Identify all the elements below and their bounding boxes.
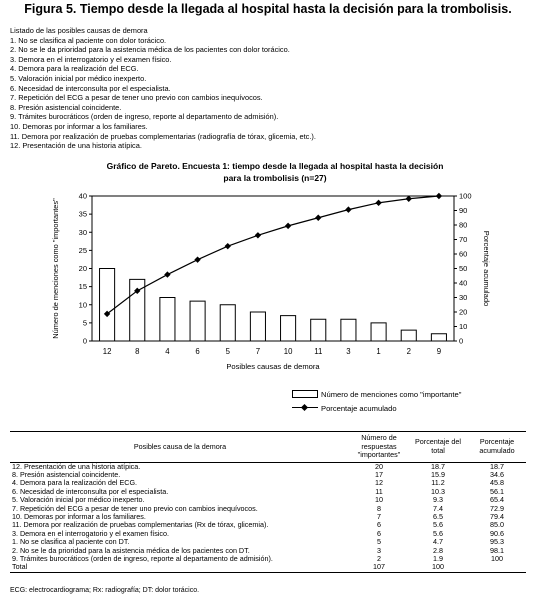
bar <box>371 323 386 341</box>
table-row <box>10 555 526 563</box>
bar <box>160 298 175 342</box>
table-cell-value: 107 <box>373 562 385 572</box>
table-cell-cause: 8. Presión asistencial coincidente. <box>12 469 121 479</box>
table-cell-cause: 6. Necesidad de interconsulta por el especialista. <box>12 486 169 496</box>
table-cell-value: 10 <box>375 495 383 505</box>
cumulative-point <box>436 193 442 199</box>
bar <box>341 319 356 341</box>
y2-axis-label: Porcentaje acumulado <box>482 230 491 307</box>
table-cell-value: 10.3 <box>431 486 445 496</box>
cumulative-point <box>194 256 200 262</box>
y-tick-label: 40 <box>78 191 87 201</box>
cumulative-point <box>104 311 110 317</box>
causes-list <box>10 26 316 151</box>
table-cell-cause: 5. Valoración inicial por médico inexperto. <box>12 495 145 505</box>
chart-title-line-2: para la trombolisis (n=27) <box>223 173 327 183</box>
table-cell-cause: 12. Presentación de una historia atípica. <box>12 461 141 471</box>
table-header: Porcentaje acumulado <box>468 432 526 463</box>
cause-item: 3. Demora en el interrogatorio y el examen físico. <box>10 54 172 64</box>
y-tick-label: 25 <box>78 245 87 255</box>
cumulative-point <box>375 200 381 206</box>
footnote: ECG: electrocardiograma; Rx: radiografía; DT: dolor torácico. <box>10 587 200 594</box>
table-cell-cause: 7. Repetición del ECG a pesar de tener uno previo con cambios inequívocos. <box>12 503 258 513</box>
x-tick-label: 6 <box>195 347 200 356</box>
cause-item: 9. Trámites burocráticos (orden de ingreso, reporte al departamento de admisión). <box>10 112 279 122</box>
table-cell-value: 5.6 <box>433 520 443 530</box>
cumulative-point <box>255 232 261 238</box>
table-cell-value: 72.9 <box>490 503 504 513</box>
y2-tick-label: 80 <box>459 220 468 230</box>
chart-title <box>60 160 490 184</box>
chart-legend <box>292 387 461 415</box>
table-cell-value: 34.6 <box>490 469 504 479</box>
x-tick-label: 2 <box>406 347 411 356</box>
table-cell-value: 8 <box>377 503 381 513</box>
x-tick-label: 5 <box>225 347 230 356</box>
legend-bar-swatch <box>292 390 318 398</box>
table-cell-value: 6 <box>377 520 381 530</box>
x-tick-label: 11 <box>314 347 323 356</box>
table-cell-value: 2 <box>377 553 381 563</box>
causes-heading: Listado de las posibles causas de demora <box>10 26 148 35</box>
cumulative-point <box>315 215 321 221</box>
legend-line-swatch <box>292 404 318 412</box>
table-cell-value <box>468 563 526 572</box>
table-cell-value: 6.5 <box>433 511 443 521</box>
y2-tick-label: 0 <box>459 336 464 346</box>
table-cell-value: 1.9 <box>433 553 443 563</box>
table-cell-value: 56.1 <box>490 486 504 496</box>
table-cell-value: 3 <box>377 545 381 555</box>
table-cell-value: 12 <box>375 478 383 488</box>
plot-frame <box>92 196 454 341</box>
table-cell-value: 45.8 <box>490 478 504 488</box>
x-tick-label: 10 <box>283 347 293 356</box>
y-tick-label: 30 <box>78 227 87 237</box>
chart-title-line-1: Gráfico de Pareto. Encuesta 1: tiempo desde la llegada al hospital hasta la decisión <box>106 161 444 171</box>
y-tick-label: 5 <box>82 318 87 328</box>
table-cell-value: 65.4 <box>490 495 504 505</box>
y-tick-label: 0 <box>82 336 87 346</box>
table-header: Posibles causa de la demora <box>10 432 350 463</box>
cumulative-point <box>285 223 291 229</box>
x-tick-label: 4 <box>165 347 170 356</box>
table-cell-value: 18.7 <box>431 461 445 471</box>
x-tick-label: 12 <box>102 347 112 356</box>
cumulative-point <box>345 206 351 212</box>
bar <box>190 301 205 341</box>
table-header: Porcentaje del total <box>408 432 468 463</box>
table-cell-value: 100 <box>491 553 503 563</box>
x-axis-label: Posibles causas de demora <box>226 362 320 371</box>
table-cell-value: 17 <box>375 469 383 479</box>
cumulative-point <box>225 243 231 249</box>
table-cell-cause: 3. Demora en el interrogatorio y el examen físico. <box>12 528 170 538</box>
cumulative-point <box>134 288 140 294</box>
y-tick-label: 10 <box>78 300 87 310</box>
legend-item-bars <box>292 387 461 401</box>
cumulative-line <box>107 196 439 314</box>
bar <box>220 305 235 341</box>
y2-tick-label: 100 <box>459 191 472 201</box>
table-cell-value: 4.7 <box>433 537 443 547</box>
cause-item: 4. Demora para la realización del ECG. <box>10 64 139 74</box>
cause-item: 1. No se clasifica al paciente con dolor torácico. <box>10 35 167 45</box>
y2-tick-label: 70 <box>459 235 468 244</box>
table-cell-cause: 10. Demoras por informar a los familiares. <box>12 511 146 521</box>
table-cell-value: 11.2 <box>431 478 445 488</box>
table-header: Número de respuestas "importantes" <box>350 432 408 463</box>
cause-item: 8. Presión asistencial coincidente. <box>10 102 122 112</box>
table-cell-cause: Total <box>12 562 28 572</box>
table-cell-value: 18.7 <box>490 461 504 471</box>
table-cell-cause: 9. Trámites burocráticos (orden de ingreso, reporte al departamento de admisión). <box>12 553 273 563</box>
table-cell-value: 20 <box>375 461 383 471</box>
y-tick-label: 15 <box>78 282 87 292</box>
cause-item: 12. Presentación de una historia atípica. <box>10 141 142 151</box>
x-tick-label: 9 <box>436 347 442 356</box>
y2-tick-label: 30 <box>459 293 468 302</box>
table-cell-value: 5.6 <box>433 528 443 538</box>
table-cell-value: 95.3 <box>490 537 504 547</box>
table-cell-value: 79.4 <box>490 511 504 521</box>
bar <box>311 319 326 341</box>
cause-item: 5. Valoración inicial por médico inexperto. <box>10 73 147 83</box>
y2-tick-label: 40 <box>459 278 468 288</box>
y-tick-label: 35 <box>78 209 87 219</box>
x-tick-label: 3 <box>346 347 351 356</box>
cumulative-point <box>406 196 412 202</box>
table-cell-value: 98.1 <box>490 545 504 555</box>
table-cell-value: 85.0 <box>490 520 504 530</box>
table-cell-value: 100 <box>432 562 444 572</box>
table-cell-value: 6 <box>377 528 381 538</box>
legend-item-line <box>292 401 461 415</box>
table-cell-value: 7 <box>377 511 381 521</box>
bar <box>281 316 296 341</box>
causes-table <box>10 431 526 573</box>
table-cell-value: 90.6 <box>490 528 504 538</box>
table-cell-value: 9.3 <box>433 495 443 505</box>
y2-tick-label: 20 <box>459 307 468 317</box>
cause-item: 11. Demora por realización de pruebas complementarias (radiografía de tórax, glicemia, etc.). <box>10 131 316 141</box>
y2-tick-label: 10 <box>459 322 468 331</box>
table-cell-cause: 2. No se le da prioridad para la asistencia médica de los pacientes con DT. <box>12 545 250 555</box>
y-tick-label: 20 <box>78 264 87 273</box>
table-cell-value: 5 <box>377 537 381 547</box>
bar <box>100 269 115 342</box>
table-cell-value: 15.9 <box>431 469 445 479</box>
bar <box>130 279 145 341</box>
bar <box>250 312 265 341</box>
table-header-row <box>10 432 526 463</box>
table-cell-cause: 4. Demora para la realización del ECG. <box>12 478 138 488</box>
cumulative-point <box>164 271 170 277</box>
cause-item: 2. No se le da prioridad para la asistencia médica de los pacientes con dolor torácico. <box>10 45 290 55</box>
cause-item: 7. Repetición del ECG a pesar de tener uno previo con cambios inequívocos. <box>10 93 263 103</box>
x-tick-label: 8 <box>135 347 140 356</box>
x-tick-label: 1 <box>376 347 381 356</box>
y2-tick-label: 50 <box>459 264 468 273</box>
bar <box>431 334 446 341</box>
figure-title: Figura 5. Tiempo desde la llegada al hospital hasta la decisión para la trombolisis. <box>24 2 512 16</box>
bar <box>401 330 416 341</box>
table-cell-value: 2.8 <box>433 545 443 555</box>
legend-label: Número de menciones como "importante" <box>321 389 462 399</box>
table-cell-cause: 1. No se clasifica al paciente con DT. <box>12 537 130 547</box>
table-cell-value: 7.4 <box>433 503 443 513</box>
y2-tick-label: 60 <box>459 249 468 259</box>
cause-item: 6. Necesidad de interconsulta por el especialista. <box>10 83 171 93</box>
table-cell-cause: 11. Demora por realización de pruebas complementarias (Rx de tórax, glicemia). <box>12 520 269 530</box>
y-axis-label: Número de menciones como "importantes" <box>51 198 60 339</box>
x-tick-label: 7 <box>255 347 261 356</box>
legend-label: Porcentaje acumulado <box>321 403 397 413</box>
table-cell-value: 11 <box>375 486 383 496</box>
y2-tick-label: 90 <box>459 206 468 215</box>
table-row <box>10 563 526 572</box>
cause-item: 10. Demoras por informar a los familiares. <box>10 121 148 131</box>
